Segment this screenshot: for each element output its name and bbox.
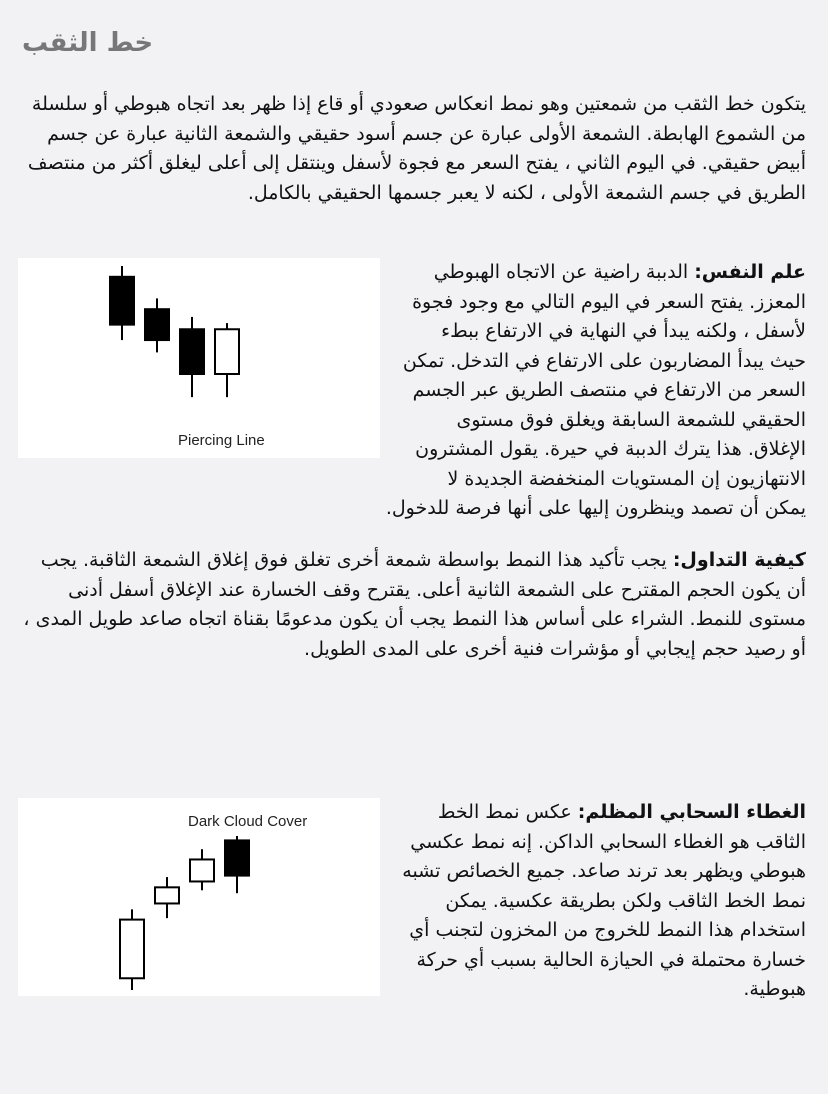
candle-body bbox=[190, 859, 214, 881]
candle-4 bbox=[215, 323, 239, 397]
candle-body bbox=[180, 329, 204, 374]
dark-cloud-heading: الغطاء السحابي المظلم: bbox=[577, 801, 806, 823]
dark-cloud-figure bbox=[18, 798, 380, 996]
candle-3 bbox=[190, 849, 214, 890]
candle-3 bbox=[180, 317, 204, 397]
dark-cloud-paragraph bbox=[18, 798, 806, 1006]
dark-cloud-label: Dark Cloud Cover bbox=[188, 813, 308, 830]
intro-paragraph: يتكون خط الثقب من شمعتين وهو نمط انعكاس صعودي أو قاع إذا ظهر بعد اتجاه هبوطي أو سلسلة من الشموع الهابطة. الشمعة الأولى عبارة عن جسم أسود حقيقي والشمعة الثانية عبارة عن جسم أبيض حقيقي. في اليوم الثاني ، يفتح السعر مع فجوة لأسفل وينتقل إلى أعلى ليغلق أكثر من منتصف الطريق في جسم الشمعة الأولى ، لكنه لا يعبر جسمها الحقيقي بالكامل. bbox=[27, 93, 806, 204]
candle-1 bbox=[120, 909, 144, 990]
candle-body bbox=[215, 329, 239, 374]
candle-4 bbox=[225, 836, 249, 893]
candle-body bbox=[110, 277, 134, 325]
candle-2 bbox=[145, 298, 169, 352]
candle-body bbox=[120, 920, 144, 979]
page-title: خط الثقب bbox=[22, 28, 154, 58]
trading-heading: كيفية التداول: bbox=[672, 549, 806, 571]
candle-2 bbox=[155, 877, 179, 918]
dark-cloud-text: عكس نمط الخط الثاقب هو الغطاء السحابي الداكن. إنه نمط عكسي هبوطي ويظهر بعد ترند صاعد. جميع الخصائص تشبه نمط الخط الثاقب ولكن بطريقة عكسية. يمكن استخدام هذا النمط للخروج من المخزون لتجنب أي خسارة محتملة في الحيازة الحالية بسبب أي حركة هبوطية. bbox=[402, 801, 806, 1000]
piercing-line-label: Piercing Line bbox=[178, 432, 265, 449]
psychology-heading: علم النفس: bbox=[694, 261, 806, 283]
piercing-line-figure bbox=[18, 258, 380, 458]
psychology-paragraph bbox=[18, 258, 806, 524]
candle-1 bbox=[110, 266, 134, 340]
trading-paragraph bbox=[18, 546, 806, 664]
candle-body bbox=[225, 840, 249, 875]
psychology-text: الدببة راضية عن الاتجاه الهبوطي المعزز. يفتح السعر في اليوم التالي مع وجود فجوة لأسفل ، ولكنه يبدأ في النهاية في الارتفاع ببطء حيث يبدأ المضاربون على الارتفاع في التدخل. تمكن السعر من الارتفاع في منتصف الطريق عبر الجسم الحقيقي للشمعة السابقة ويغلق فوق مستوى الإغلاق. هذا يترك الدببة في حيرة. يقول المشترون الانتهازيون إن المستويات المنخفضة الجديدة لا يمكن أن تصمد وينظرون إليها على أنها فرصة للدخول. bbox=[385, 261, 806, 519]
candle-body bbox=[145, 309, 169, 340]
trading-text: يجب تأكيد هذا النمط بواسطة شمعة أخرى تغلق فوق إغلاق الشمعة الثاقبة. يجب أن يكون الحجم المقترح على الشمعة الثانية أعلى. يقترح وقف الخسارة عند الإغلاق أسفل أدنى مستوى للنمط. الشراء على أساس هذا النمط يجب أن يكون مدعومًا بقناة اتجاه صاعد طويل المدى ، أو رصيد حجم إيجابي أو مؤشرات فنية أخرى على المدى الطويل. bbox=[23, 549, 806, 660]
candle-body bbox=[155, 887, 179, 903]
